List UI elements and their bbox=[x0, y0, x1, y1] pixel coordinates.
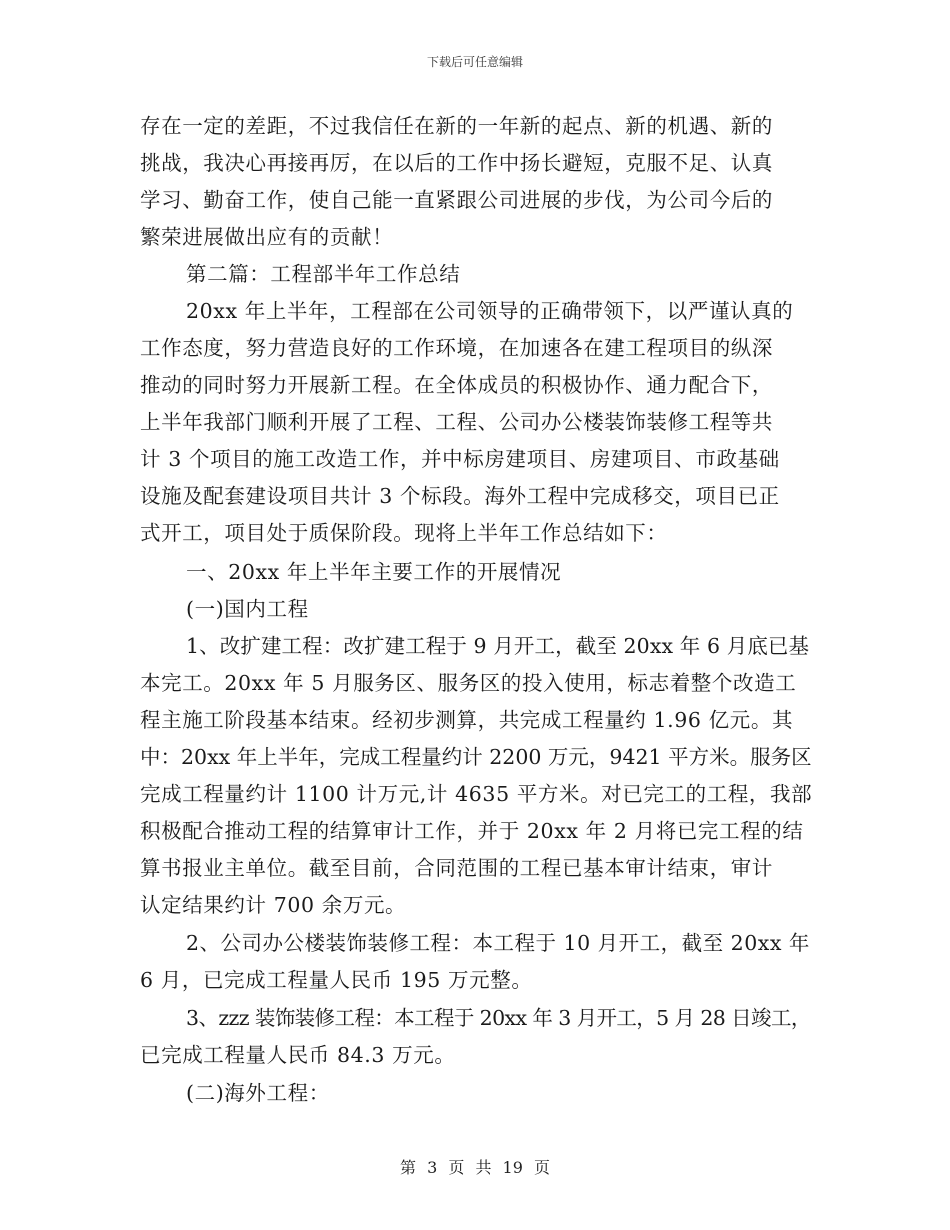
subsection-heading: 一、20xx 年上半年主要工作的开展情况 bbox=[186, 560, 562, 584]
body-line: 工作态度，努力营造良好的工作环境，在加速各在建工程项目的纵深 bbox=[140, 336, 773, 360]
body-line: 中：20xx 年上半年，完成工程量约计 2200 万元，9421 平方米。服务区 bbox=[140, 745, 812, 769]
body-line: 式开工，项目处于质保阶段。现将上半年工作总结如下： bbox=[140, 521, 668, 545]
body-line: 学习、勤奋工作，使自己能一直紧跟公司进展的步伐，为公司今后的 bbox=[140, 188, 773, 212]
body-line: 算书报业主单位。截至目前，合同范围的工程已基本审计结束，审计 bbox=[140, 856, 773, 880]
body-line: 计 3 个项目的施工改造工作，并中标房建项目、房建项目、市政基础 bbox=[140, 447, 780, 471]
body-line: 认定结果约计 700 余万元。 bbox=[140, 893, 407, 917]
body-line: 完成工程量约计 1100 计万元,计 4635 平方米。对已完工的工程，我部 bbox=[140, 782, 813, 806]
subsection-heading: (一)国内工程 bbox=[186, 597, 309, 621]
body-line: 3、zzz 装饰装修工程：本工程于 20xx 年 3 月开工，5 月 28 日竣工， bbox=[186, 1006, 811, 1030]
section-heading: 第二篇：工程部半年工作总结 bbox=[186, 262, 461, 286]
page-header: 下载后可任意编辑 bbox=[426, 55, 523, 69]
body-line: 1、改扩建工程：改扩建工程于 9 月开工，截至 20xx 年 6 月底已基 bbox=[186, 634, 810, 658]
body-line: 本完工。20xx 年 5 月服务区、服务区的投入使用，标志着整个改造工 bbox=[140, 671, 797, 695]
body-line: 设施及配套建设项目共计 3 个标段。海外工程中完成移交，项目已正 bbox=[140, 484, 780, 508]
body-line: 推动的同时努力开展新工程。在全体成员的积极协作、通力配合下， bbox=[140, 373, 773, 397]
body-line: 程主施工阶段基本结束。经初步测算，共完成工程量约 1.96 亿元。其 bbox=[140, 708, 794, 732]
subsection-heading: (二)海外工程： bbox=[186, 1081, 330, 1105]
body-line: 2、公司办公楼装饰装修工程：本工程于 10 月开工，截至 20xx 年 bbox=[186, 931, 810, 955]
body-line: 繁荣进展做出应有的贡献！ bbox=[140, 225, 394, 249]
body-line: 20xx 年上半年，工程部在公司领导的正确带领下，以严谨认真的 bbox=[186, 299, 794, 323]
body-line: 已完成工程量人民币 84.3 万元。 bbox=[140, 1043, 456, 1067]
body-line: 存在一定的差距，不过我信任在新的一年新的起点、新的机遇、新的 bbox=[140, 114, 773, 138]
page-footer: 第 3 页 共 19 页 bbox=[400, 1158, 550, 1177]
body-line: 挑战，我决心再接再厉，在以后的工作中扬长避短，克服不足、认真 bbox=[140, 151, 773, 175]
body-line: 积极配合推动工程的结算审计工作，并于 20xx 年 2 月将已完工程的结 bbox=[140, 819, 804, 843]
body-line: 上半年我部门顺利开展了工程、工程、公司办公楼装饰装修工程等共 bbox=[140, 410, 773, 434]
body-line: 6 月，已完成工程量人民币 195 万元整。 bbox=[140, 968, 533, 992]
